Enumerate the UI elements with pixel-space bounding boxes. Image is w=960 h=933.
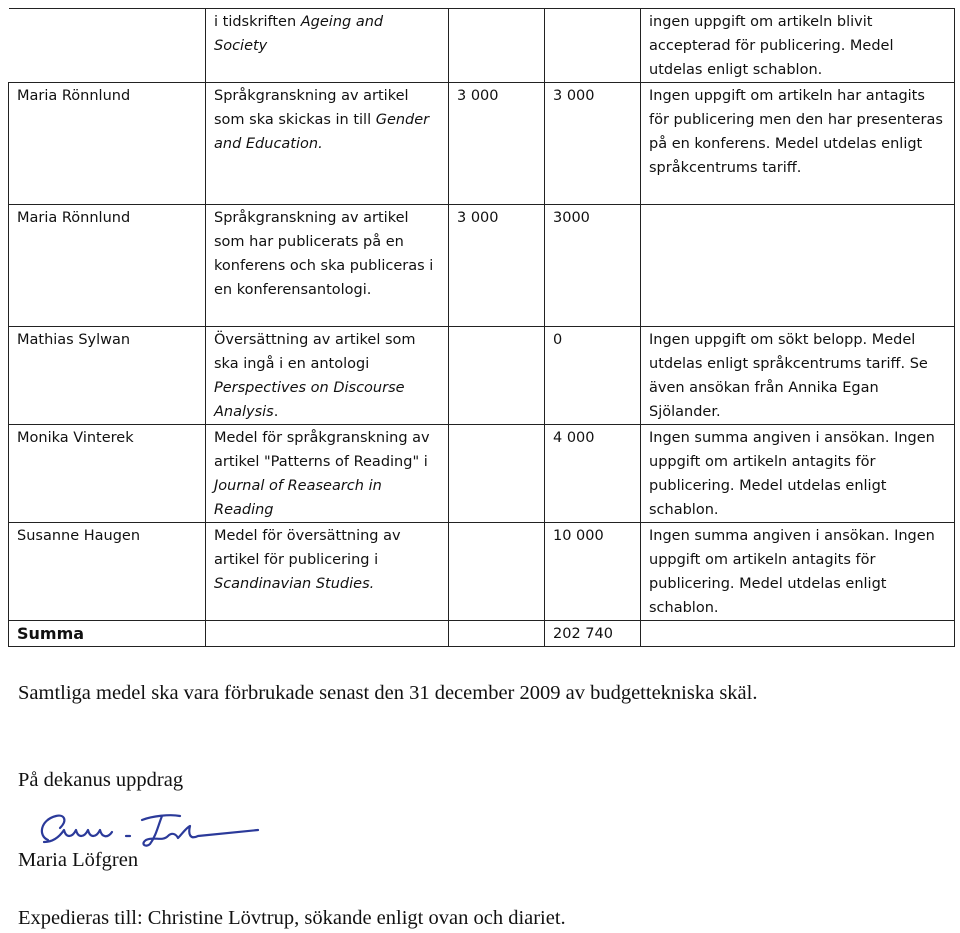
applicant-name: Maria Rönnlund [9,205,206,327]
comment-cell: Ingen uppgift om sökt belopp. Medel utdelas enligt språkcentrums tariff. Se även ansökan från Annika Egan Sjölander. [641,327,955,425]
publication-title: Journal of Reasearch in Reading [214,478,382,518]
comment-cell: Ingen summa angiven i ansökan. Ingen uppgift om artikeln antagits för publicering. Medel utdelas enligt schablon. [641,425,955,523]
requested-amount [449,9,545,83]
granted-amount: 4 000 [545,425,641,523]
granted-amount: 10 000 [545,523,641,621]
body-text: Samtliga medel ska vara förbrukade senast den 31 december 2009 av budgettekniska skäl. [18,682,758,704]
purpose-cell [206,523,449,621]
sum-total: 202 740 [545,621,641,647]
publication-title: Gender and Education. [214,112,430,152]
applicant-name: Mathias Sylwan [9,327,206,425]
comment-cell: Ingen uppgift om artikeln har antagits för publicering men den har presenteras på en konferens. Medel utdelas enligt språkcentrums tariff. [641,83,955,205]
granted-amount [545,9,641,83]
applicant-name: Monika Vinterek [9,425,206,523]
table-row [9,83,955,205]
sum-empty-cell [449,621,545,647]
purpose-text: Språkgranskning av artikel som har publicerats på en konferens och ska publiceras i en konferensantologi. [214,210,434,298]
sum-empty-cell [641,621,955,647]
purpose-cell [206,425,449,523]
table-row [9,523,955,621]
sum-empty-cell [206,621,449,647]
table-row [9,205,955,327]
table-row [9,327,955,425]
closing-line: På dekanus uppdrag [18,769,184,791]
publication-title: Ageing and Society [214,14,384,54]
purpose-cell [206,83,449,205]
granted-amount: 0 [545,327,641,425]
sum-row [9,621,955,647]
purpose-text: Språkgranskning av artikel som ska skickas in till [214,88,409,128]
granted-amount: 3 000 [545,83,641,205]
distribution-line: Expedieras till: Christine Lövtrup, sökande enligt ovan och diariet. [18,907,566,929]
requested-amount [449,425,545,523]
purpose-text: . [273,404,279,420]
table-row [9,9,955,83]
purpose-text: Medel för språkgranskning av artikel "Patterns of Reading" i [214,430,430,470]
applicant-name: Susanne Haugen [9,523,206,621]
grants-table-body [9,9,955,621]
comment-cell: ingen uppgift om artikeln blivit accepterad för publicering. Medel utdelas enligt schablon. [641,9,955,83]
purpose-text: Medel för översättning av artikel för publicering i [214,528,401,568]
publication-title: Perspectives on Discourse Analysis [214,380,405,420]
requested-amount [449,523,545,621]
requested-amount: 3 000 [449,83,545,205]
granted-amount: 3000 [545,205,641,327]
handwritten-signature [30,806,270,852]
purpose-cell [206,205,449,327]
applicant-name: Maria Rönnlund [9,83,206,205]
comment-cell: Ingen summa angiven i ansökan. Ingen uppgift om artikeln antagits för publicering. Medel utdelas enligt schablon. [641,523,955,621]
applicant-name [9,9,206,83]
purpose-cell [206,9,449,83]
grants-table [8,8,955,647]
requested-amount [449,327,545,425]
comment-cell [641,205,955,327]
purpose-cell [206,327,449,425]
signatory-name: Maria Löfgren [18,849,139,871]
purpose-text: i tidskriften [214,14,301,30]
publication-title: Scandinavian Studies. [214,576,375,592]
requested-amount: 3 000 [449,205,545,327]
purpose-text: Översättning av artikel som ska ingå i en antologi [214,332,416,372]
table-row [9,425,955,523]
sum-label: Summa [9,621,206,647]
